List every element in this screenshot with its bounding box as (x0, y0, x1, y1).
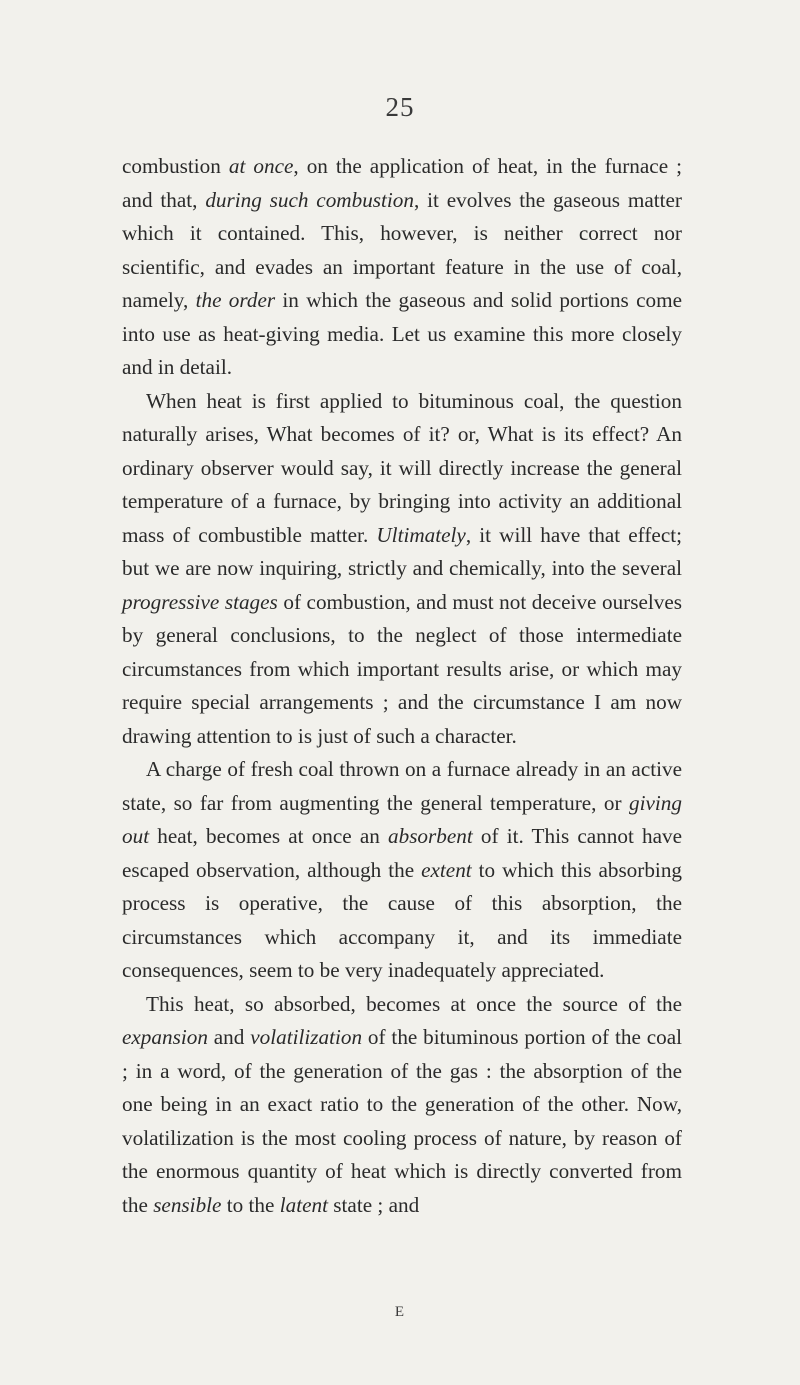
italic-text: extent (421, 857, 472, 882)
body-text (122, 150, 682, 1222)
paragraph-4 (122, 988, 682, 1223)
signature-mark: E (394, 1304, 406, 1320)
text-run: This heat, so absorbed, becomes at once the source of the (146, 991, 682, 1016)
italic-text: expansion (122, 1025, 208, 1049)
paragraph-2 (122, 385, 682, 754)
text-run: state ; and (327, 1192, 420, 1217)
text-run: , it evolves the gaseous matter which it contained. This, however, is neither correct nor scientific, and evades an important feature in the use of coal, namely, (122, 187, 682, 312)
page-number: 25 (385, 92, 415, 122)
paragraph-3 (122, 753, 682, 988)
text-run: of it. This cannot have escaped observation, although the (122, 824, 682, 882)
text-run: , on the application of heat, in the furnace ; and that, (122, 154, 683, 212)
paragraph-1 (122, 150, 682, 385)
italic-text: at once (228, 154, 294, 178)
italic-text: the order (195, 288, 276, 312)
text-run: to which this absorbing process is operative, the cause of this absorption, the circumstances which accompany it, and its immediate consequences, seem to be very inadequately appreciated. (122, 857, 683, 982)
text-run: When heat is first applied to bituminous coal, the question naturally arises, What becomes of it? or, What is its effect? An ordinary observer would say, it will directly increase the general temperature of a furnace, by bringing into activity an additional mass of combustible matter. (122, 388, 682, 547)
italic-text: volatilization (250, 1025, 363, 1049)
italic-text: latent (279, 1192, 328, 1217)
text-run: of the bituminous portion of the coal ; in a word, of the generation of the gas : the absorption of the one being in an exact ratio to the generation of the other. Now, volatilization is the most cooling process of nature, by reason of the enormous quantity of heat which is directly converted from the (122, 1025, 682, 1217)
italic-text: giving out (122, 790, 682, 848)
text-run: and (207, 1025, 251, 1049)
italic-text: during such combustion (205, 187, 414, 212)
text-run: to the (221, 1192, 280, 1217)
text-run: combustion (122, 154, 229, 178)
italic-text: absorbent (388, 824, 473, 848)
text-run: A charge of fresh coal thrown on a furnace already in an active state, so far from augmenting the general temperature, or (122, 757, 682, 815)
text-run: , it will have that effect; but we are now inquiring, strictly and chemically, into the several (122, 522, 682, 580)
text-run: of combustion, and must not deceive ourselves by general conclusions, to the neglect of those intermediate circumstances from which important results arise, or which may require special arrangements ; and the circumstance I am now drawing attention to is just of such a character. (122, 589, 683, 748)
italic-text: sensible (153, 1192, 222, 1217)
text-run: heat, becomes at once an (149, 824, 388, 848)
text-run: in which the gaseous and solid portions come into use as heat-giving media. Let us examine this more closely and in detail. (122, 288, 682, 379)
italic-text: Ultimately (376, 522, 466, 547)
italic-text: progressive stages (122, 589, 278, 614)
